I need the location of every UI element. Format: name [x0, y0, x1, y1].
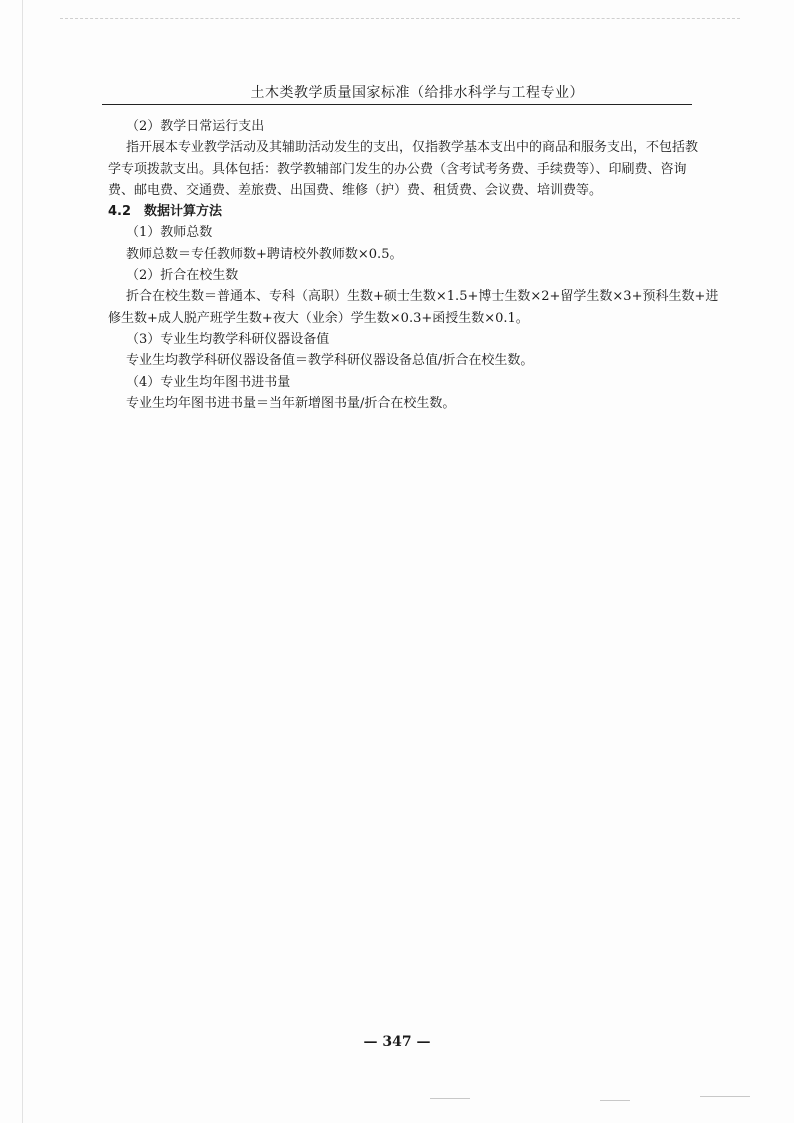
formula-equivalent-students-cont: 修生数+成人脱产班学生数+夜大（业余）学生数×0.3+函授生数×0.1。 [108, 310, 529, 326]
subheading-teacher-total: （1）教师总数 [126, 225, 213, 241]
page-number: — 347 — [363, 1034, 431, 1050]
formula-teacher-total: 教师总数＝专任教师数+聘请校外教师数×0.5。 [126, 246, 403, 262]
subheading-equivalent-students: （2）折合在校生数 [126, 268, 239, 284]
formula-books-per-student: 专业生均年图书进书量＝当年新增图书量/折合在校生数。 [126, 395, 456, 411]
subheading-daily-expense: （2）教学日常运行支出 [126, 119, 265, 134]
section-heading-4-2: 4.2 数据计算方法 [108, 204, 223, 220]
body-text [108, 116, 748, 414]
header-rule [102, 104, 692, 105]
paragraph-line: 学专项拨款支出。具体包括：教学教辅部门发生的办公费（含考试考务费、手续费等）、印刷费、咨询 [108, 161, 687, 177]
subheading-books-per-student: （4）专业生均年图书进书量 [126, 374, 291, 390]
paragraph-line: 费、邮电费、交通费、差旅费、出国费、维修（护）费、租赁费、会议费、培训费等。 [108, 182, 603, 198]
scan-edge-top [60, 18, 740, 20]
formula-equivalent-students: 折合在校生数＝普通本、专科（高职）生数+硕士生数×1.5+博士生数×2+留学生数×3+预科生数+进 [126, 289, 719, 305]
scan-edge-left [22, 0, 23, 1123]
subheading-equipment-value: （3）专业生均教学科研仪器设备值 [126, 331, 330, 347]
running-header: 土木类教学质量国家标准（给排水科学与工程专业） [250, 85, 584, 101]
scan-speck [600, 1100, 630, 1101]
paragraph-line: 指开展本专业教学活动及其辅助活动发生的支出，仅指教学基本支出中的商品和服务支出，不包括教 [126, 140, 699, 156]
scan-speck [430, 1098, 470, 1099]
formula-equipment-value: 专业生均教学科研仪器设备值＝教学科研仪器设备总值/折合在校生数。 [126, 353, 534, 369]
scan-speck [700, 1096, 750, 1097]
